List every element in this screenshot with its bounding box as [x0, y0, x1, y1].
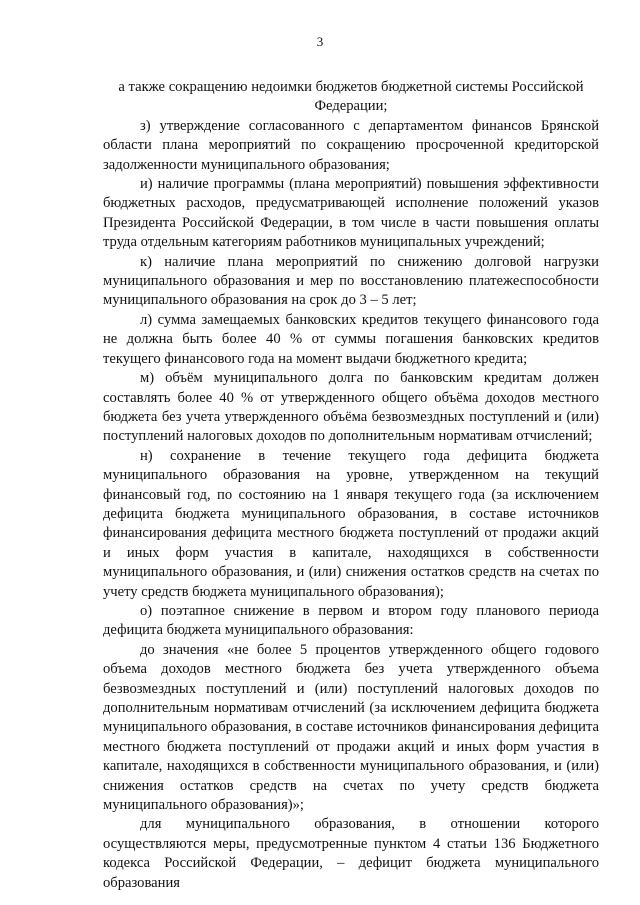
paragraph: а также сокращению недоимки бюджетов бюджетной системы Российской Федерации; [118, 79, 584, 115]
paragraph: для муниципального образования, в отношении которого осуществляются меры, предусмотренные пунктом 4 статьи 136 Бюджетного кодекса Российской Федерации, – дефицит бюджета муниципального образования [103, 816, 599, 891]
paragraph: и) наличие программы (плана мероприятий) повышения эффективности бюджетных расходов, предусматривающей исполнение положений указов Президента Российской Федерации, в том числе в части повышения оплаты труда отдельным категориям работников муниципальных учреждений; [103, 176, 599, 251]
paragraph: к) наличие плана мероприятий по снижению долговой нагрузки муниципального образования и мер по восстановлению платежеспособности муниципального образования на срок до 3 – 5 лет; [103, 253, 599, 309]
paragraph: л) сумма замещаемых банковских кредитов текущего финансового года не должна быть более 40 % от суммы погашения банковских кредитов текущего финансового года на момент выдачи бюджетного кредита; [103, 311, 599, 367]
paragraph: до значения «не более 5 процентов утвержденного общего годового объема доходов местного бюджета без учета утвержденного объема безвозмездных поступлений и (или) поступлений налоговых доходов по дополнительным нормативам отчислений (за исключением дефицита бюджета муниципального образования, в составе источников финансирования дефицита местного бюджета поступлений от продажи акций и иных форм участия в капитале, находящихся в собственности муниципального образования, и (или) снижения остатков средств на счетах по учету средств бюджета муниципального образования)»; [103, 641, 599, 814]
paragraph: о) поэтапное снижение в первом и втором году планового периода дефицита бюджета муниципального образования: [103, 602, 599, 639]
paragraph: м) объём муниципального долга по банковским кредитам должен составлять более 40 % от утвержденного общего объёма доходов местного бюджета без учета утвержденного объёма безвозмездных поступлений и (или) поступлений налоговых доходов по дополнительным нормативам отчислений; [103, 370, 599, 445]
page-number: 3 [316, 34, 324, 49]
paragraph: з) утверждение согласованного с департаментом финансов Брянской области плана мероприятий по сокращению просроченной кредиторской задолженности муниципального образования; [103, 117, 599, 173]
paragraph: н) сохранение в течение текущего года дефицита бюджета муниципального образования на уровне, утвержденном на текущий финансовый год, по состоянию на 1 января текущего года (за исключением дефицита бюджета муниципального образования, в составе источников финансирования дефицита местного бюджета поступлений от продажи акций и иных форм участия в капитале, находящихся в собственности муниципального образования, и (или) снижения остатков средств на счетах по учету средств бюджета муниципального образования); [103, 447, 599, 600]
document-body [103, 78, 599, 893]
